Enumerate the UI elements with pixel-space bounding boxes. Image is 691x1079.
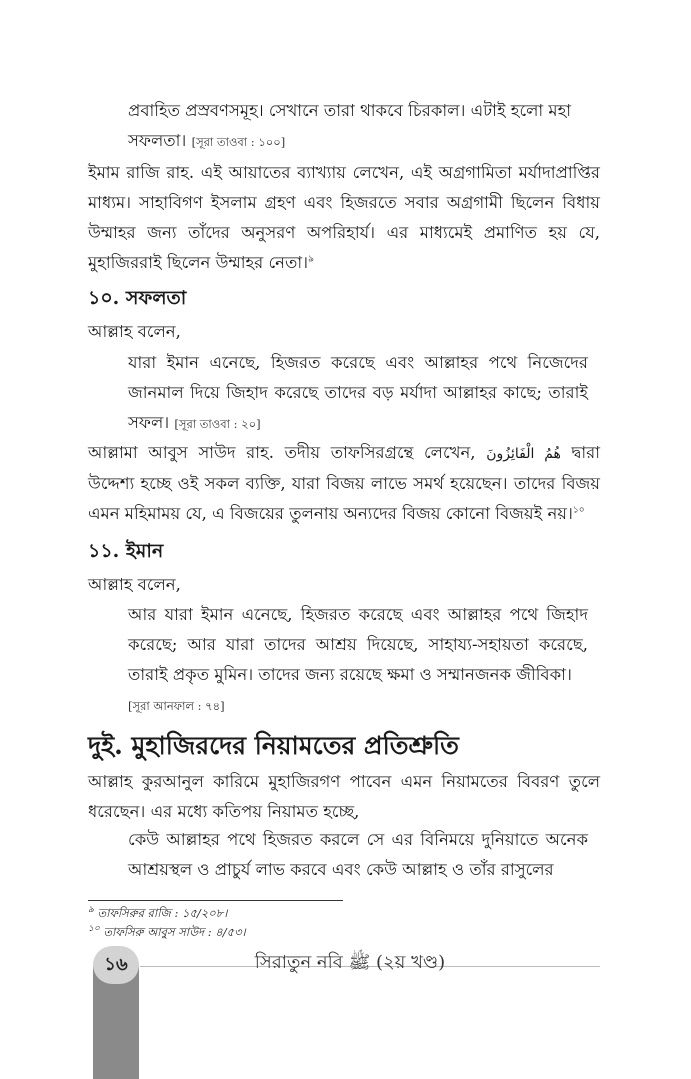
paragraph-razi: [88, 158, 600, 278]
arabic-phrase: هُمُ الْفَائِزُونَ: [486, 446, 561, 462]
quote-text: আর যারা ইমান এনেছে, হিজরত করেছে এবং আল্লাহর পথে জিহাদ করেছে; আর যারা তাদের আশ্রয় দিয়েছে, সাহায্য-সহায়তা করেছে, তারাই প্রকৃত মুমিন। তাদের জন্য রয়েছে ক্ষমা ও সম্মানজনক জীবিকা।: [128, 605, 588, 684]
section-heading: ১০. সফলতা: [88, 287, 187, 309]
quote-block: কেউ আল্লাহর পথে হিজরত করলে সে এর বিনিময়ে দুনিয়াতে অনেক আশ্রয়স্থল ও প্রাচুর্য লাভ করবে এবং কেউ আল্লাহ ও তাঁর রাসুলের: [128, 830, 588, 879]
footnote-marker: ৯: [308, 254, 314, 265]
footnote: [88, 923, 488, 941]
quran-reference: [সূরা আনফাল : ৭৪]: [128, 699, 225, 713]
footnote-text: তাফসিরু আবুস সাউদ : ৪/৫৩।: [103, 925, 246, 939]
paragraph-text: আল্লামা আবুস সাউদ রাহ. তদীয় তাফসিরগ্রন্থে লেখেন,: [88, 443, 476, 462]
quote-block: [128, 600, 588, 721]
chapter-heading: দুই. মুহাজিরদের নিয়ামতের প্রতিশ্রুতি: [88, 731, 459, 760]
paragraph-text: ইমাম রাজি রাহ. এই আয়াতের ব্যাখ্যায় লেখেন, এই অগ্রগামিতা মর্যাদাপ্রাপ্তির মাধ্যম। সাহাবিগণ ইসলাম গ্রহণ এবং হিজরতে সবার অগ্রগামী ছিলেন বিধায় উম্মাহর জন্য তাঁদের অনুসরণ অপরিহার্য। এর মাধ্যমেই প্রমাণিত হয় যে, মুহাজিররাই ছিলেন উম্মাহর নেতা।: [88, 163, 600, 272]
footnote-rule: [88, 900, 343, 901]
intro-line: আল্লাহ বলেন,: [88, 322, 181, 341]
paragraph-two: আল্লাহ কুরআনুল কারিমে মুহাজিরগণ পাবেন এমন নিয়ামতের বিবরণ তুলে ধরেছেন। এর মধ্যে কতিপয় নিয়ামত হচ্ছে,: [88, 772, 600, 821]
paragraph-abus-saud: [88, 438, 600, 529]
footnote-mark: ৯: [88, 905, 94, 916]
running-title: সিরাতুন নবি ﷺ (২য় খণ্ড): [254, 952, 446, 973]
quran-reference: [সূরা তাওবা : ২০]: [174, 417, 261, 431]
page-number: ১৬: [93, 946, 139, 984]
quote-text: যারা ইমান এনেছে, হিজরত করেছে এবং আল্লাহর পথে নিজেদের জানমাল দিয়ে জিহাদ করেছে তাদের বড় মর্যাদা আল্লাহর কাছে; তারাই সফল।: [128, 353, 588, 432]
quote-text-line: সফলতা।: [128, 131, 187, 150]
section-heading: ১১. ইমান: [88, 540, 164, 562]
footnote-text: তাফসিরুর রাজি : ১৫/২০৮।: [97, 906, 228, 920]
intro-line: আল্লাহ বলেন,: [88, 575, 181, 594]
quote-block-top: [128, 96, 588, 157]
paragraph-text: দ্বারা উদ্দেশ্য হচ্ছে ওই সকল ব্যক্তি, যারা বিজয় লাভে সমর্থ হয়েছেন। তাদের বিজয় এমন মহিমাময় যে, এ বিজয়ের তুলনায় অন্যদের বিজয় কোনো বিজয়ই নয়।: [88, 443, 600, 523]
quote-block: [128, 348, 588, 439]
footnote-mark: ১০: [88, 924, 100, 935]
footnote: [88, 904, 488, 922]
footnote-marker: ১০: [572, 505, 585, 516]
quote-text-line: প্রবাহিত প্রস্রবণসমূহ। সেখানে তারা থাকবে চিরকাল। এটাই হলো মহা: [128, 101, 572, 120]
quran-reference: [সূরা তাওবা : ১০০]: [191, 135, 286, 149]
